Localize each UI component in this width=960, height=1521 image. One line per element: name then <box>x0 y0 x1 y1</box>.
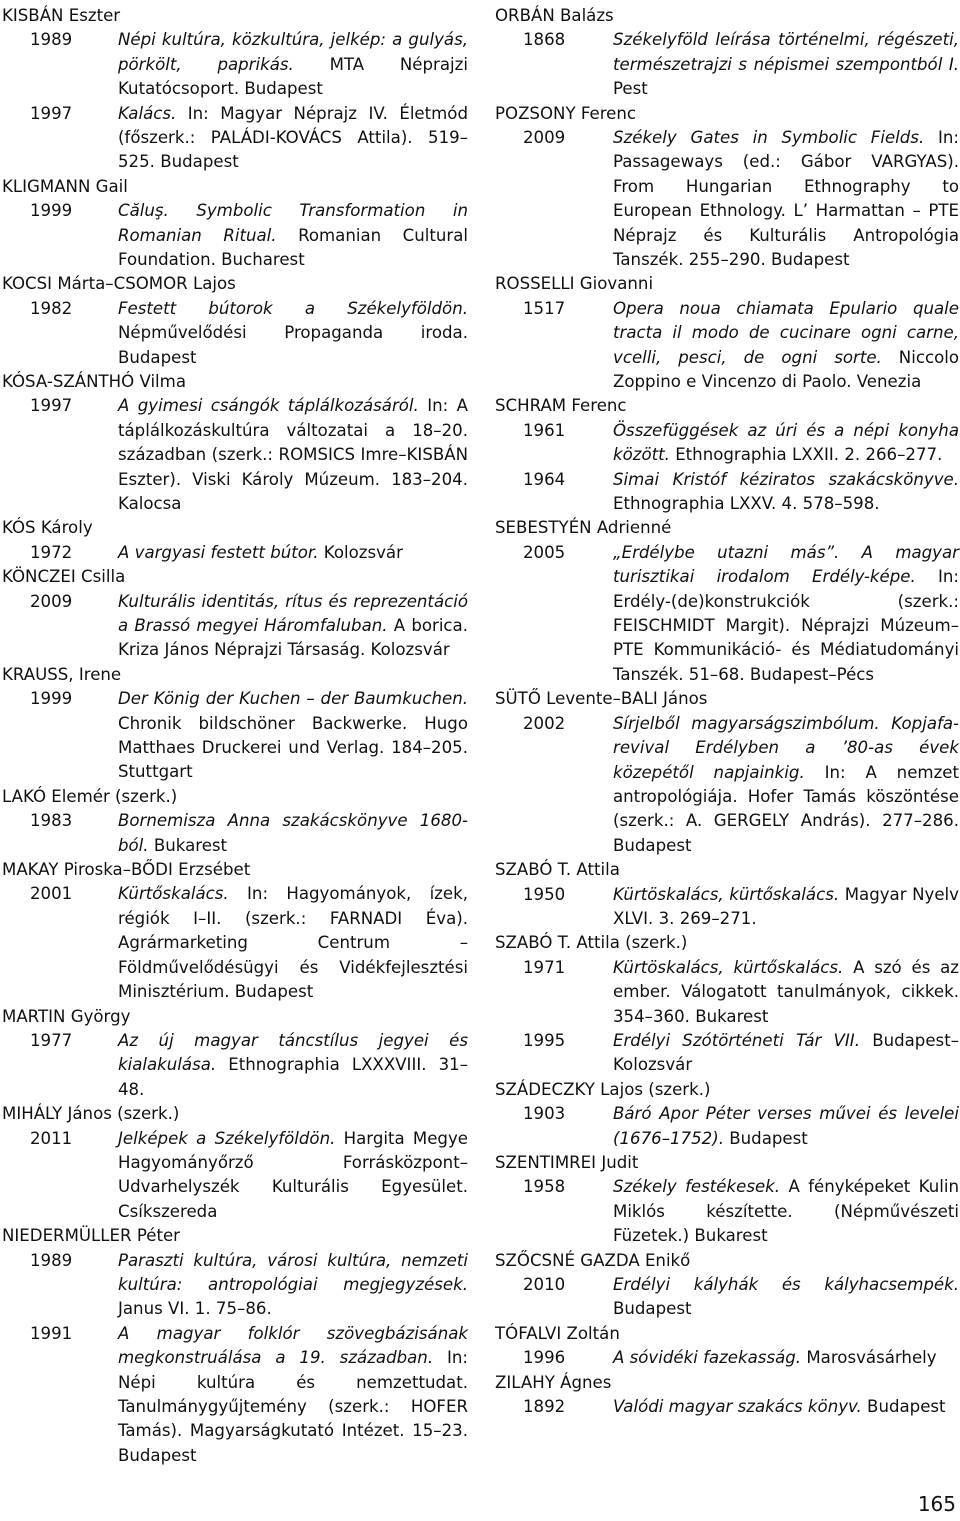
author-name: SEBESTYÉN Adrienné <box>495 518 672 538</box>
publication-year: 1991 <box>30 1323 73 1343</box>
publication-details: In: Passageways (ed.: Gábor VARGYAS). From Hungarian Ethnography to European Ethnology. L’ Harmattan – PTE Néprajz és Kulturális Antropológia Tanszék. 255–290. Budapest <box>613 128 959 270</box>
author-name: MARTIN György <box>2 1006 131 1026</box>
publication <box>495 1273 959 1322</box>
bib-entry <box>2 175 468 273</box>
publication <box>495 468 959 517</box>
bib-entry <box>495 1151 959 1249</box>
publication <box>495 541 959 687</box>
publication-year: 1950 <box>523 884 566 904</box>
publication <box>2 394 468 516</box>
bib-entry <box>2 1005 468 1103</box>
publication-year: 1997 <box>30 103 73 123</box>
author-name: SCHRAM Ferenc <box>495 396 627 416</box>
publication-details: In: Erdély-(de)konstrukciók (szerk.: FEISCHMIDT Margit). Néprajzi Múzeum–PTE Kommunikáció- és Médiatudományi Tanszék. 51–68. Budapest–Pécs <box>613 567 960 684</box>
publication-details: Pest <box>613 79 648 99</box>
publication <box>495 126 959 272</box>
publication <box>2 1029 468 1102</box>
publication <box>495 28 959 101</box>
publication-year: 1996 <box>523 1348 566 1368</box>
publication-year: 1868 <box>523 30 566 50</box>
author-name: SZŐCSNÉ GAZDA Enikő <box>495 1250 691 1270</box>
publication <box>2 1249 468 1322</box>
publication <box>2 590 468 663</box>
publication-details: Hargita Megye Hagyományőrző Forrásközpont–Udvarhelyszék Kulturális Egyesület. Csíkszereda <box>118 1128 468 1221</box>
publication-title: Kürtöskalács, kürtőskalács. <box>613 957 844 977</box>
publication-title: Paraszti kultúra, városi kultúra, nemzeti kultúra: antropológiai megjegyzések. <box>118 1250 468 1294</box>
publication-year: 1964 <box>523 469 566 489</box>
publication-year: 1971 <box>523 957 566 977</box>
publication <box>495 1102 959 1151</box>
publication-details: A szó és az ember. Válogatott tanulmányok, cikkek. 354–360. Bukarest <box>613 957 959 1026</box>
publication-title: Erdélyi Szótörténeti Tár VII. <box>613 1030 860 1050</box>
bib-entry <box>495 931 959 1077</box>
author-name: SÜTŐ Levente–BALI János <box>495 689 708 709</box>
publication-details: Budapest <box>861 1396 946 1416</box>
publication <box>2 809 468 858</box>
publication-year: 1995 <box>523 1030 566 1050</box>
publication-year: 1892 <box>523 1396 566 1416</box>
publication-year: 2001 <box>30 884 73 904</box>
bib-entry <box>495 1249 959 1322</box>
publication-year: 1982 <box>30 298 73 318</box>
page-number: 165 <box>917 1492 956 1516</box>
publication-title: Opera noua chiamata Epulario quale tracta il modo de cucinare ogni carne, vcelli, pesci, de ogni sorte. <box>613 298 959 367</box>
right-column <box>495 4 959 1419</box>
publication <box>495 883 959 932</box>
publication-details: A borica. Kriza János Néprajzi Társaság. Kolozsvár <box>118 616 468 660</box>
publication <box>2 28 468 101</box>
publication-details: Budapest–Kolozsvár <box>613 1030 959 1075</box>
publication <box>495 1395 959 1419</box>
publication-title: „Erdélybe utazni más”. A magyar turisztikai irodalom Erdély-képe. <box>613 542 959 587</box>
publication <box>495 419 959 468</box>
bib-entry <box>495 272 959 394</box>
author-name: KRAUSS, Irene <box>2 664 122 684</box>
publication-year: 1977 <box>30 1030 73 1050</box>
publication-year: 2002 <box>523 713 566 733</box>
author-name: SZÁDECZKY Lajos (szerk.) <box>495 1079 711 1099</box>
publication <box>495 1346 959 1370</box>
publication-details: Kolozsvár <box>318 542 403 562</box>
publication-year: 1972 <box>30 542 73 562</box>
publication-details: In: A nemzet antropológiája. Hofer Tamás köszöntése (szerk.: A. GERGELY András). 277–286. Budapest <box>613 762 959 855</box>
publication-title: A vargyasi festett bútor. <box>118 542 319 562</box>
bib-entry <box>495 687 959 858</box>
publication-year: 1961 <box>523 420 566 440</box>
bib-entry <box>2 370 468 516</box>
publication-title: Székelyföld leírása történelmi, régészeti, természetrajzi s népismei szempontból I. <box>613 30 959 74</box>
author-name: SZENTIMREI Judit <box>495 1152 639 1172</box>
publication-title: Az új magyar táncstílus jegyei és kialakulása. <box>118 1030 468 1075</box>
publication-details: Marosvásárhely <box>801 1348 937 1368</box>
publication-title: Festett bútorok a Székelyföldön. <box>118 298 468 318</box>
author-name: KOCSI Márta–CSOMOR Lajos <box>2 274 236 294</box>
publication-year: 1958 <box>523 1177 566 1197</box>
publication-title: Erdélyi kályhák és kályhacsempék. <box>613 1274 959 1294</box>
author-name: SZABÓ T. Attila <box>495 860 620 880</box>
author-name: TÓFALVI Zoltán <box>495 1323 620 1343</box>
author-name: POZSONY Ferenc <box>495 103 637 123</box>
publication-title: Összefüggések az úri és a népi konyha között. <box>613 420 959 465</box>
publication-year: 1999 <box>30 201 73 221</box>
publication-title: Simai Kristóf kéziratos szakácskönyve. <box>613 469 959 489</box>
publication-title: Kulturális identitás, rítus és reprezentáció a Brassó megyei Háromfaluban. <box>118 591 468 636</box>
publication-title: Sírjelből magyarságszimbólum. Kopjafa-revival Erdélyben a ’80-as évek közepétől napjainkig. <box>613 713 959 782</box>
bib-entry <box>495 516 959 687</box>
publication <box>2 541 468 565</box>
bib-entry <box>2 1102 468 1224</box>
publication-title: Népi kultúra, közkultúra, jelkép: a gulyás, pörkölt, paprikás. <box>118 30 468 74</box>
publication-year: 2010 <box>523 1274 566 1294</box>
publication-year: 1517 <box>523 298 566 318</box>
publication-year: 2009 <box>30 591 73 611</box>
publication-year: 2009 <box>523 128 566 147</box>
bib-entry <box>2 858 468 1004</box>
publication-details: Bukarest <box>148 835 228 855</box>
publication-details: In: Hagyományok, ízek, régiók I–II. (szerk.: FARNADI Éva). Agrármarketing Centrum – Földművelődésügyi és Vidékfejlesztési Minisztérium. Budapest <box>118 884 468 1002</box>
publication-details: Ethnographia LXXV. 4. 578–598. <box>613 494 880 514</box>
bib-entry <box>2 4 468 175</box>
author-name: KISBÁN Eszter <box>2 6 121 25</box>
publication <box>495 297 959 395</box>
publication-year: 1989 <box>30 30 73 50</box>
publication-title: Kürtöskalács, kürtőskalács. <box>613 884 840 904</box>
publication-year: 1903 <box>523 1104 566 1124</box>
publication-details: In: A táplálkozáskultúra változatai a 18–20. században (szerk.: ROMSICS Imre–KISBÁN Eszter). Viski Károly Múzeum. 183–204. Kalocsa <box>118 396 468 514</box>
author-name: KÓS Károly <box>2 518 93 538</box>
publication-details: Niccolo Zoppino e Vincenzo di Paolo. Venezia <box>613 347 959 392</box>
bib-entry <box>2 785 468 858</box>
bib-entry <box>2 272 468 370</box>
bib-entry <box>2 663 468 785</box>
publication <box>2 882 468 1004</box>
publication-title: A gyimesi csángók táplálkozásáról. <box>118 396 419 416</box>
publication-title: Báró Apor Péter verses művei és levelei (1676–1752). <box>613 1104 959 1148</box>
publication <box>495 1029 959 1078</box>
publication-title: Valódi magyar szakács könyv. <box>613 1396 862 1416</box>
bib-entry <box>495 102 959 273</box>
author-name: LAKÓ Elemér (szerk.) <box>2 786 178 806</box>
author-name: MAKAY Piroska–BŐDI Erzsébet <box>2 860 251 880</box>
publication-year: 2011 <box>30 1128 73 1148</box>
publication <box>495 956 959 1029</box>
publication-details: Ethnographia LXXII. 2. 266–277. <box>669 445 943 465</box>
publication-year: 1983 <box>30 811 73 831</box>
bib-entry <box>2 516 468 565</box>
publication-title: Căluş. Symbolic Transformation in Romanian Ritual. <box>118 201 468 245</box>
publication-title: Székely Gates in Symbolic Fields. <box>613 128 925 147</box>
publication-title: Kalács. <box>118 103 177 123</box>
publication-details: In: Népi kultúra és nemzettudat. Tanulmánygyűjtemény (szerk.: HOFER Tamás). Magyarságkutató Intézet. 15–23. Budapest <box>118 1348 469 1465</box>
publication-details: Romanian Cultural Foundation. Bucharest <box>118 225 468 270</box>
bib-entry <box>2 1224 468 1468</box>
author-name: ZILAHY Ágnes <box>495 1372 612 1392</box>
bib-entry <box>495 394 959 516</box>
publication-title: Jelképek a Székelyföldön. <box>118 1128 336 1148</box>
publication <box>2 687 468 785</box>
bib-entry <box>495 1078 959 1151</box>
publication-title: Der König der Kuchen – der Baumkuchen. <box>118 689 468 709</box>
author-name: MIHÁLY János (szerk.) <box>2 1104 180 1124</box>
bib-entry <box>495 1322 959 1371</box>
publication-details: Ethnographia LXXXVIII. 31–48. <box>118 1055 468 1099</box>
publication <box>2 102 468 175</box>
publication <box>2 1127 468 1225</box>
author-name: KLIGMANN Gail <box>2 176 128 196</box>
publication-details: Budapest <box>723 1128 808 1148</box>
publication-title: A sóvidéki fazekasság. <box>613 1348 802 1368</box>
publication-title: A magyar folklór szövegbázisának megkonstruálása a 19. században. <box>118 1323 468 1368</box>
publication <box>2 297 468 370</box>
publication-details: A fényképeket Kulin Miklós készítette. (Népművészeti Füzetek.) Bukarest <box>613 1177 959 1246</box>
publication-details: MTA Néprajzi Kutatócsoport. Budapest <box>118 54 468 99</box>
author-name: NIEDERMÜLLER Péter <box>2 1226 180 1246</box>
author-name: ORBÁN Balázs <box>495 6 614 25</box>
publication-year: 1997 <box>30 396 73 416</box>
publication <box>2 1322 468 1468</box>
publication-year: 2005 <box>523 542 566 562</box>
author-name: SZABÓ T. Attila (szerk.) <box>495 933 688 953</box>
publication-details: Chronik bildschöner Backwerke. Hugo Matthaes Druckerei und Verlag. 184–205. Stuttgart <box>118 713 468 782</box>
publication-title: Bornemisza Anna szakácskönyve 1680-ból. <box>118 811 468 855</box>
author-name: KÖNCZEI Csilla <box>2 567 126 587</box>
author-name: KÓSA-SZÁNTHÓ Vilma <box>2 372 187 392</box>
bib-entry <box>495 1371 959 1420</box>
publication <box>2 199 468 272</box>
publication <box>495 712 959 858</box>
publication-details: In: Magyar Néprajz IV. Életmód (főszerk.: PALÁDI-KOVÁCS Attila). 519–525. Budapest <box>118 103 468 172</box>
publication-title: Székely festékesek. <box>613 1177 781 1197</box>
publication-year: 1999 <box>30 689 73 709</box>
publication-details: Népművelődési Propaganda iroda. Budapest <box>118 323 468 367</box>
bib-entry <box>495 4 959 102</box>
publication-details: Budapest <box>613 1299 692 1319</box>
left-column <box>2 4 468 1468</box>
publication-year: 1989 <box>30 1250 73 1270</box>
bib-entry <box>2 565 468 663</box>
publication <box>495 1175 959 1248</box>
publication-details: Janus VI. 1. 75–86. <box>118 1299 272 1319</box>
bib-entry <box>495 858 959 931</box>
author-name: ROSSELLI Giovanni <box>495 274 654 294</box>
publication-details: Magyar Nyelv XLVI. 3. 269–271. <box>613 884 959 928</box>
publication-title: Kürtőskalács. <box>118 884 229 904</box>
